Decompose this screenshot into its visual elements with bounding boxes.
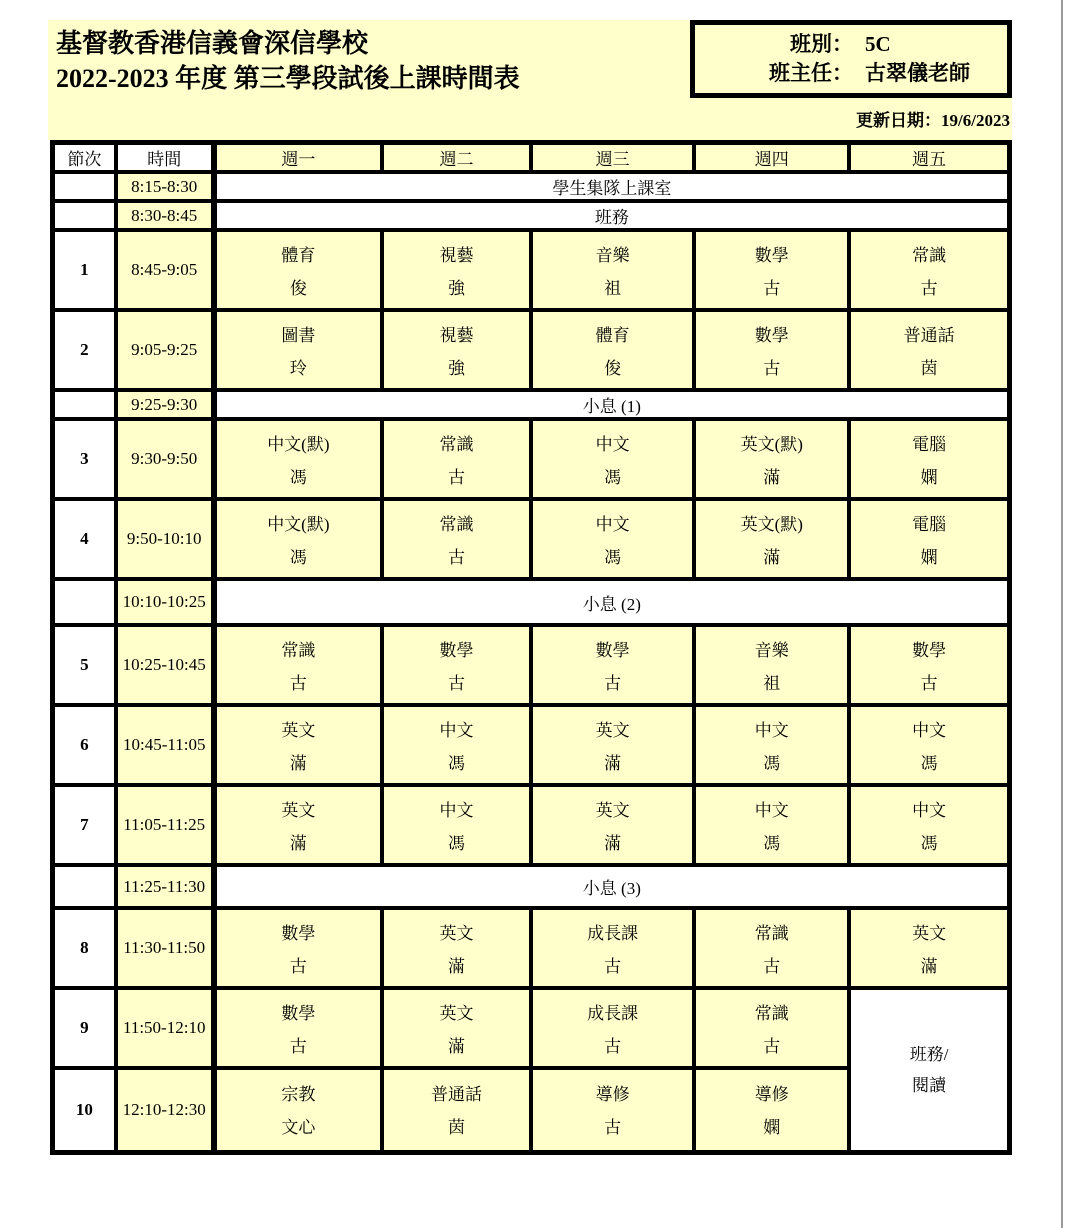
time-cell: 10:25-10:45 [116, 625, 214, 705]
teacher-label: 古 [289, 1036, 307, 1056]
subject-label: 數學 [439, 640, 474, 660]
subject-label: 英文 [281, 720, 316, 740]
subject-label: 中文 [439, 800, 474, 820]
timetable [50, 140, 1012, 1155]
teacher-label: 滿 [289, 833, 307, 853]
activity-row [53, 201, 1010, 230]
column-header: 週一 [214, 143, 382, 173]
subject-label: 英文 [912, 923, 947, 943]
teacher-label: 嫻 [763, 1118, 781, 1138]
period-row [53, 908, 1010, 988]
subject-cell [694, 785, 849, 865]
period-number-cell [53, 865, 116, 908]
subject-cell [531, 705, 694, 785]
teacher-label: 班主任： [769, 61, 853, 85]
subject-cell [849, 705, 1009, 785]
subject-cell [694, 419, 849, 499]
subject-cell [531, 310, 694, 390]
period-number-cell: 5 [53, 625, 116, 705]
subject-cell [849, 499, 1009, 579]
subject-label: 導修 [754, 1085, 789, 1105]
timetable-body [53, 143, 1010, 1153]
teacher-label: 強 [447, 358, 465, 378]
class-label: 班別： [790, 32, 853, 56]
subject-cell [694, 625, 849, 705]
teacher-label: 古 [447, 547, 465, 567]
subject-cell [382, 499, 531, 579]
subject-cell [382, 1068, 531, 1152]
teacher-label: 嫻 [920, 467, 938, 487]
subject-label: 中文(默) [267, 434, 330, 454]
subject-cell [214, 230, 382, 310]
teacher-label: 馮 [763, 753, 781, 773]
period-row [53, 499, 1010, 579]
subject-cell [214, 908, 382, 988]
activity-row [53, 390, 1010, 419]
period-number-cell [53, 390, 116, 419]
period-row [53, 785, 1010, 865]
subject-label: 中文 [595, 514, 630, 534]
subject-label: 普通話 [903, 325, 955, 345]
teacher-label: 祖 [763, 673, 781, 693]
period-number-cell [53, 579, 116, 625]
period-number-cell: 7 [53, 785, 116, 865]
subject-label: 視藝 [439, 325, 474, 345]
teacher-label: 古 [604, 1036, 622, 1056]
subject-label: 體育 [595, 325, 630, 345]
subject-cell [214, 499, 382, 579]
subject-label: 英文(默) [740, 434, 803, 454]
class-line [695, 30, 1007, 59]
teacher-label: 古 [289, 673, 307, 693]
subject-label: 中文 [912, 720, 947, 740]
subject-label: 英文 [595, 800, 630, 820]
column-header: 週二 [382, 143, 531, 173]
period-number-cell [53, 172, 116, 201]
teacher-label: 馮 [447, 753, 465, 773]
period-row [53, 625, 1010, 705]
subject-cell [849, 230, 1009, 310]
subject-cell [694, 705, 849, 785]
subject-label: 常識 [281, 640, 316, 660]
subject-label: 常識 [912, 245, 947, 265]
teacher-label: 馮 [920, 753, 938, 773]
subject-cell [214, 419, 382, 499]
teacher-label: 滿 [604, 833, 622, 853]
teacher-label: 古 [920, 278, 938, 298]
subject-cell [382, 988, 531, 1068]
teacher-label: 古 [289, 956, 307, 976]
teacher-label: 滿 [763, 467, 781, 487]
page-title [56, 26, 520, 96]
teacher-label: 馮 [289, 547, 307, 567]
column-header: 週四 [694, 143, 849, 173]
activity-span-cell: 小息 (1) [214, 390, 1010, 419]
period-number-cell: 3 [53, 419, 116, 499]
subject-cell [849, 419, 1009, 499]
period-row [53, 230, 1010, 310]
subject-label: 視藝 [439, 245, 474, 265]
subject-cell [531, 499, 694, 579]
subject-cell [694, 310, 849, 390]
column-header: 節次 [53, 143, 116, 173]
subject-cell [531, 785, 694, 865]
subject-cell [382, 785, 531, 865]
teacher-label: 古 [763, 1036, 781, 1056]
subject-cell [694, 1068, 849, 1152]
time-cell: 11:25-11:30 [116, 865, 214, 908]
teacher-label: 馮 [289, 467, 307, 487]
teacher-label: 滿 [447, 956, 465, 976]
subject-label: 電腦 [912, 434, 947, 454]
subject-cell [214, 625, 382, 705]
teacher-label: 滿 [920, 956, 938, 976]
time-cell: 11:05-11:25 [116, 785, 214, 865]
subject-cell [382, 908, 531, 988]
column-header: 時間 [116, 143, 214, 173]
teacher-label: 馮 [447, 833, 465, 853]
subject-label: 數學 [281, 1003, 316, 1023]
subject-cell [694, 988, 849, 1068]
subject-label: 常識 [439, 514, 474, 534]
subject-label: 英文(默) [740, 514, 803, 534]
subject-label: 普通話 [430, 1085, 482, 1105]
teacher-label: 古 [763, 358, 781, 378]
activity-span-cell: 班務 [214, 201, 1010, 230]
teacher-label: 古 [920, 673, 938, 693]
subject-cell [214, 705, 382, 785]
subject-cell [382, 310, 531, 390]
subject-label: 常識 [439, 434, 474, 454]
teacher-label: 祖 [604, 278, 622, 298]
friday-note-line1: 班務/ [909, 1044, 949, 1064]
subject-cell [849, 625, 1009, 705]
subject-label: 英文 [439, 923, 474, 943]
subject-cell [531, 625, 694, 705]
subject-cell [531, 988, 694, 1068]
subject-label: 成長課 [587, 1003, 639, 1023]
teacher-label: 嫻 [920, 547, 938, 567]
teacher-label: 文心 [281, 1118, 316, 1138]
friday-note-cell [849, 988, 1009, 1152]
subject-cell [214, 1068, 382, 1152]
subject-cell [531, 419, 694, 499]
teacher-label: 古 [447, 673, 465, 693]
teacher-value: 古翠儀老師 [865, 61, 970, 85]
time-cell: 8:45-9:05 [116, 230, 214, 310]
subject-label: 成長課 [587, 923, 639, 943]
subject-cell [214, 785, 382, 865]
period-number-cell: 4 [53, 499, 116, 579]
teacher-label: 古 [604, 673, 622, 693]
time-cell: 9:30-9:50 [116, 419, 214, 499]
subject-label: 常識 [754, 1003, 789, 1023]
subject-label: 中文(默) [267, 514, 330, 534]
activity-row [53, 172, 1010, 201]
teacher-label: 滿 [447, 1036, 465, 1056]
subject-label: 英文 [439, 1003, 474, 1023]
teacher-label: 馮 [763, 833, 781, 853]
subject-cell [694, 230, 849, 310]
time-cell: 12:10-12:30 [116, 1068, 214, 1152]
subject-label: 英文 [595, 720, 630, 740]
subject-label: 數學 [595, 640, 630, 660]
subject-label: 英文 [281, 800, 316, 820]
subject-label: 常識 [754, 923, 789, 943]
subject-label: 體育 [281, 245, 316, 265]
timetable-title: 2022-2023 年度 第三學段試後上課時間表 [56, 64, 520, 93]
subject-cell [694, 499, 849, 579]
subject-label: 數學 [754, 245, 789, 265]
teacher-label: 滿 [763, 547, 781, 567]
teacher-label: 俊 [289, 278, 307, 298]
period-row [53, 419, 1010, 499]
time-cell: 8:30-8:45 [116, 201, 214, 230]
activity-row [53, 579, 1010, 625]
teacher-label: 古 [604, 956, 622, 976]
subject-label: 宗教 [281, 1085, 316, 1105]
period-number-cell [53, 201, 116, 230]
subject-cell [382, 705, 531, 785]
teacher-label: 古 [447, 467, 465, 487]
subject-cell [694, 908, 849, 988]
teacher-label: 古 [763, 278, 781, 298]
subject-label: 導修 [595, 1085, 630, 1105]
subject-label: 圖書 [281, 325, 316, 345]
subject-cell [531, 908, 694, 988]
period-number-cell: 10 [53, 1068, 116, 1152]
teacher-label: 馮 [920, 833, 938, 853]
subject-label: 中文 [754, 720, 789, 740]
header-row [53, 143, 1010, 173]
teacher-label: 馮 [604, 467, 622, 487]
school-name: 基督教香港信義會深信學校 [56, 29, 369, 58]
subject-label: 數學 [912, 640, 947, 660]
period-number-cell: 6 [53, 705, 116, 785]
teacher-label: 馮 [604, 547, 622, 567]
teacher-label: 玲 [289, 358, 307, 378]
period-row [53, 705, 1010, 785]
updated-date: 更新日期：19/6/2023 [856, 111, 1010, 130]
class-value: 5C [865, 32, 891, 56]
activity-row [53, 865, 1010, 908]
time-cell: 11:50-12:10 [116, 988, 214, 1068]
subject-cell [531, 230, 694, 310]
subject-label: 中文 [439, 720, 474, 740]
friday-note-line2: 閱讀 [912, 1075, 947, 1095]
period-number-cell: 8 [53, 908, 116, 988]
class-info-box [690, 20, 1012, 98]
column-header: 週三 [531, 143, 694, 173]
subject-cell [214, 988, 382, 1068]
time-cell: 8:15-8:30 [116, 172, 214, 201]
teacher-label: 強 [447, 278, 465, 298]
time-cell: 10:45-11:05 [116, 705, 214, 785]
period-row [53, 988, 1010, 1068]
subject-cell [382, 625, 531, 705]
subject-label: 電腦 [912, 514, 947, 534]
column-header: 週五 [849, 143, 1009, 173]
time-cell: 9:50-10:10 [116, 499, 214, 579]
subject-cell [849, 785, 1009, 865]
subject-cell [382, 230, 531, 310]
subject-label: 數學 [281, 923, 316, 943]
subject-label: 中文 [754, 800, 789, 820]
teacher-label: 滿 [604, 753, 622, 773]
subject-cell [382, 419, 531, 499]
time-cell: 9:05-9:25 [116, 310, 214, 390]
period-number-cell: 9 [53, 988, 116, 1068]
subject-cell [531, 1068, 694, 1152]
time-cell: 10:10-10:25 [116, 579, 214, 625]
teacher-label: 茵 [447, 1118, 465, 1138]
period-number-cell: 1 [53, 230, 116, 310]
teacher-line [695, 59, 1007, 88]
subject-cell [849, 310, 1009, 390]
subject-label: 音樂 [595, 245, 630, 265]
time-cell: 11:30-11:50 [116, 908, 214, 988]
subject-label: 中文 [912, 800, 947, 820]
page-edge-line [1061, 0, 1063, 1228]
activity-span-cell: 學生集隊上課室 [214, 172, 1010, 201]
subject-label: 中文 [595, 434, 630, 454]
activity-span-cell: 小息 (2) [214, 579, 1010, 625]
time-cell: 9:25-9:30 [116, 390, 214, 419]
period-number-cell: 2 [53, 310, 116, 390]
teacher-label: 古 [604, 1118, 622, 1138]
teacher-label: 古 [763, 956, 781, 976]
activity-span-cell: 小息 (3) [214, 865, 1010, 908]
subject-cell [849, 908, 1009, 988]
period-row [53, 310, 1010, 390]
subject-label: 音樂 [754, 640, 789, 660]
teacher-label: 滿 [289, 753, 307, 773]
teacher-label: 俊 [604, 358, 622, 378]
teacher-label: 茵 [920, 358, 938, 378]
subject-label: 數學 [754, 325, 789, 345]
subject-cell [214, 310, 382, 390]
